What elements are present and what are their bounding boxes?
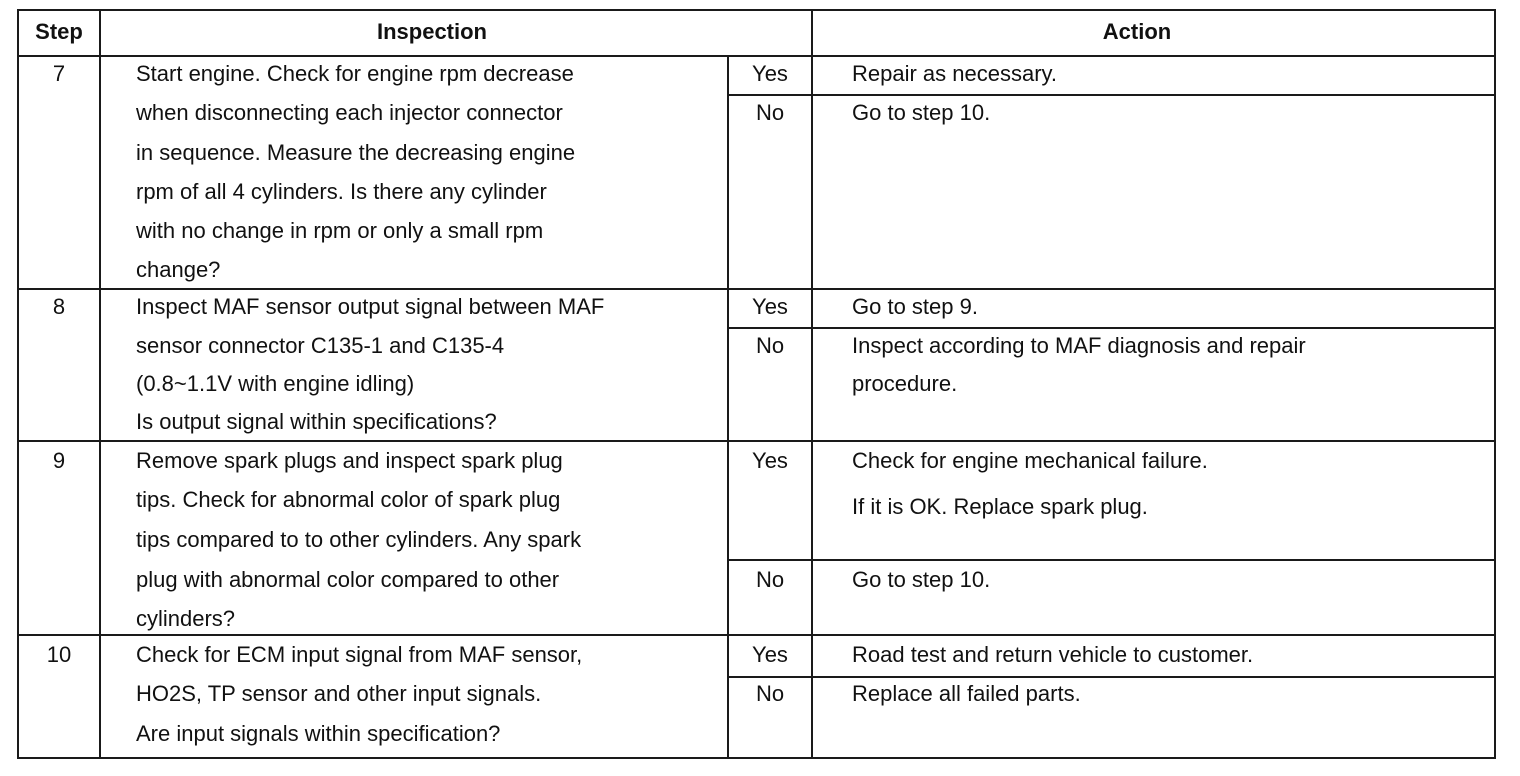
step-number: 7: [52, 61, 66, 86]
yes-action: Road test and return vehicle to customer.: [852, 642, 1254, 667]
yes-label: Yes: [752, 448, 788, 473]
no-action: Go to step 10.: [852, 100, 991, 125]
header-action: Action: [1102, 19, 1172, 44]
no-action: Replace all failed parts.: [852, 681, 1081, 706]
no-label: No: [755, 333, 785, 358]
no-action: Go to step 10.: [852, 567, 991, 592]
yes-action: Repair as necessary.: [852, 61, 1058, 86]
yes-label: Yes: [752, 294, 788, 319]
step-number: 10: [46, 642, 72, 667]
yes-label: Yes: [752, 642, 788, 667]
step-number: 9: [52, 448, 66, 473]
table-border-bottom: [17, 757, 1496, 759]
no-label: No: [755, 567, 785, 592]
no-label: No: [755, 681, 785, 706]
no-label: No: [755, 100, 785, 125]
row-divider: [728, 94, 1496, 96]
header-inspection: Inspection: [376, 19, 487, 44]
row-divider: [728, 559, 1496, 561]
table-border-right: [1494, 9, 1496, 759]
row-divider: [728, 676, 1496, 678]
diagnostic-table: Step Inspection Action 7 Start engine. Check for engine rpm decrease when disconnecting each injector connector in sequence. Measure the decreasing engine rpm of all 4 cylinders. Is there any cylinder with no change in rpm or only a small rpm change? Yes Repair as necessary. No Go to step 10. 8 Inspect MAF sensor output signal between MAF sensor connector C135-1 and C135-4 (0.8~1.1V with engine idling) Is output signal within specifications? Yes Go to step 9. No Inspect according to MAF diagnosis and repair procedure. 9 Remove spark plugs and inspect spark plug tips. Check for abnormal color of spark plug tips compared to to other cylinders. Any spark plug with abnormal color compared to other cylinders? Yes Check for engine mechanical failure. If it is OK. Replace spark plug. No Go to step 10. 10 Check for ECM input signal from MAF sensor, HO2S, TP sensor and other input signals. Are input signals within specification? Yes Road test and return vehicle to customer. No Replace all failed parts.: [0, 0, 1520, 776]
header-step: Step: [35, 19, 83, 44]
yes-action: Go to step 9.: [852, 294, 978, 319]
yes-label: Yes: [752, 61, 788, 86]
step-number: 8: [52, 294, 66, 319]
